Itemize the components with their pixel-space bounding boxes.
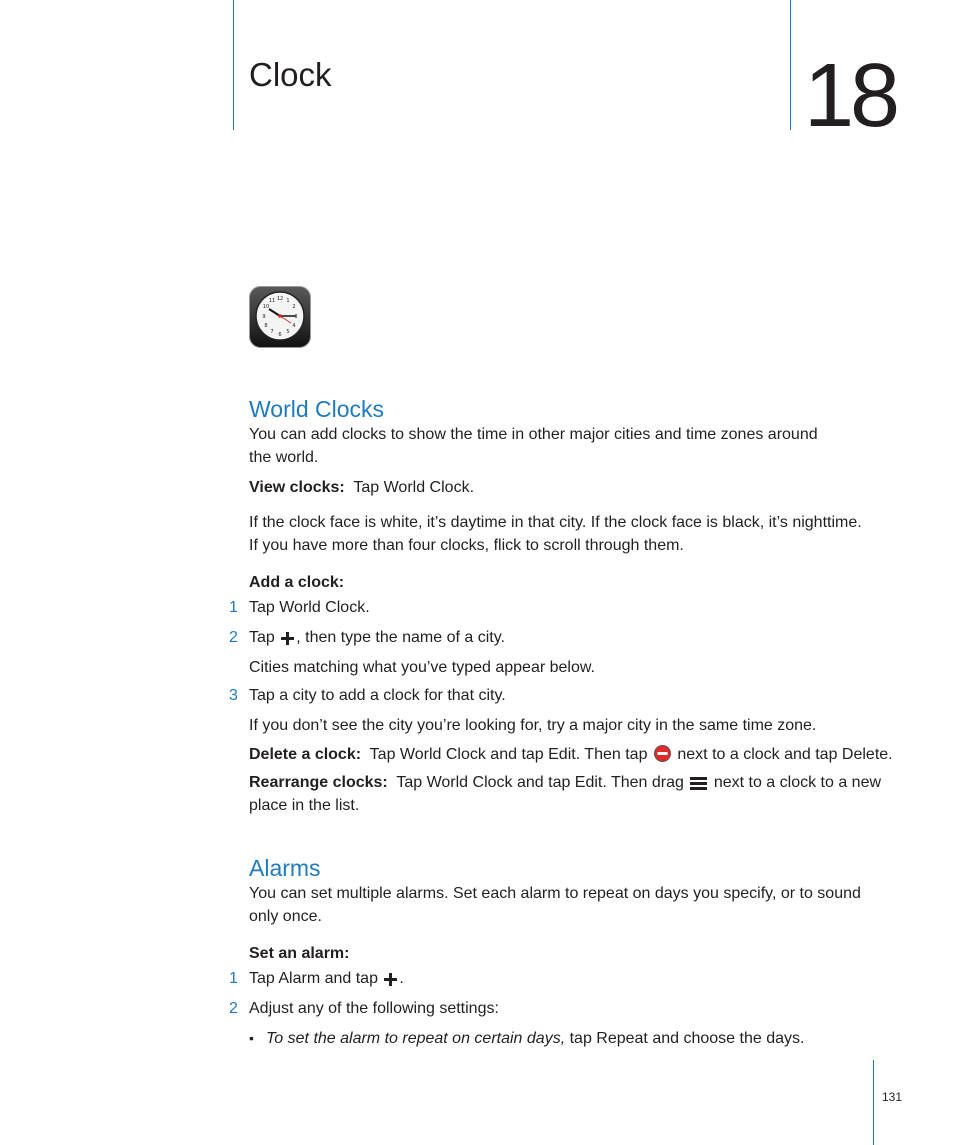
step-number: 2 [229,1000,238,1017]
section-heading-alarms: Alarms [249,855,321,881]
add-clock-label-text: Add a clock: [249,574,345,591]
rearrange-clocks-post: next to a clock to a new [713,774,882,791]
rearrange-clocks-pre: Tap World Clock and tap Edit. Then drag [396,774,684,791]
bullet-italic-text: To set the alarm to repeat on certain days, [266,1030,566,1047]
delete-minus-icon [654,745,671,762]
alarms-intro-line1: You can set multiple alarms. Set each alarm to repeat on days you specify, or to sound [249,885,861,902]
step-text: Tap World Clock. [249,599,370,616]
section-heading-world-clocks: World Clocks [249,396,385,422]
step-number: 1 [229,599,238,616]
step-text-post: . [399,970,404,987]
step-text [249,967,404,990]
view-clocks-text: Tap World Clock. [353,479,475,496]
world-clocks-intro-line1: You can add clocks to show the time in other major cities and time zones around [249,426,818,443]
add-clock-label [249,571,344,594]
page-number: 131 [882,1090,903,1104]
footer-rule [873,1060,874,1145]
step-note: If you don’t see the city you’re looking for, try a major city in the same time zone. [249,717,817,734]
bullet-text: tap Repeat and choose the days. [569,1030,805,1047]
step-number: 1 [229,970,238,987]
svg-text:1: 1 [286,298,290,304]
alarms-intro-line2: only once. [249,908,322,925]
step-text: Adjust any of the following settings: [249,1000,499,1017]
chapter-title: Clock [249,56,332,93]
world-clocks-intro-line2: the world. [249,449,319,466]
chapter-number: 18 [804,46,897,146]
bullet-marker: • [249,1030,254,1046]
bullet-item [266,1027,804,1050]
svg-text:9: 9 [262,314,266,320]
step-text [249,626,505,649]
delete-clock-post: next to a clock and tap Delete. [677,746,893,763]
header-rule-left [233,0,234,130]
reorder-handle-icon [690,777,707,790]
view-clocks-paragraph [249,476,474,499]
svg-text:8: 8 [264,323,268,329]
svg-text:12: 12 [276,296,284,302]
svg-text:4: 4 [292,323,296,329]
step-number: 3 [229,687,238,704]
step-note: Cities matching what you’ve typed appear below. [249,659,595,676]
rearrange-clocks-paragraph [249,771,881,794]
view-clocks-label: View clocks: [249,479,345,496]
step-text: Tap a city to add a clock for that city. [249,687,506,704]
delete-clock-label: Delete a clock: [249,746,362,763]
svg-text:3: 3 [294,314,298,320]
clock-face-line2: If you have more than four clocks, flick to scroll through them. [249,537,684,554]
svg-text:6: 6 [278,332,282,338]
step-text-post: , then type the name of a city. [296,629,505,646]
svg-text:7: 7 [270,329,274,335]
plus-icon [384,973,397,986]
header-rule-right [790,0,791,130]
step-text-pre: Tap Alarm and tap [249,970,378,987]
plus-icon [281,632,294,645]
set-alarm-label-text: Set an alarm: [249,945,350,962]
svg-text:2: 2 [292,304,296,310]
rearrange-clocks-line2: place in the list. [249,797,360,814]
step-text-pre: Tap [249,629,275,646]
set-alarm-label [249,942,349,965]
clock-face-line1: If the clock face is white, it’s daytime in that city. If the clock face is black, it’s nighttime. [249,514,862,531]
delete-clock-paragraph [249,743,893,766]
rearrange-clocks-label: Rearrange clocks: [249,774,388,791]
svg-text:10: 10 [262,304,270,310]
svg-text:11: 11 [268,298,276,304]
svg-text:5: 5 [286,329,290,335]
delete-clock-pre: Tap World Clock and tap Edit. Then tap [369,746,648,763]
step-number: 2 [229,629,238,646]
clock-app-icon [249,286,311,348]
